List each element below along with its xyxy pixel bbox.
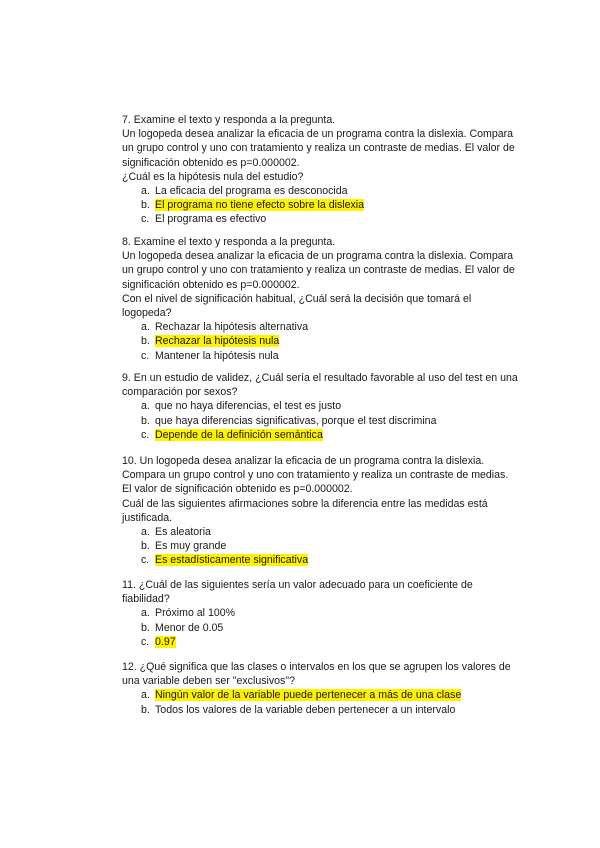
answer-option-b: b. que haya diferencias significativas, porque el test discrimina bbox=[141, 414, 437, 427]
question-8 bbox=[122, 235, 518, 363]
answer-option-a: a. Es aleatoria bbox=[141, 526, 211, 539]
question-7 bbox=[122, 113, 518, 227]
question-prompt: ¿Cuál es la hipótesis nula del estudio? bbox=[122, 170, 304, 183]
answer-text: Rechazar la hipótesis alternativa bbox=[155, 321, 309, 334]
answer-options bbox=[122, 399, 518, 442]
answer-option-b: b. El programa no tiene efecto sobre la dislexia bbox=[141, 199, 365, 212]
question-heading: 7. Examine el texto y responda a la pregunta. bbox=[122, 114, 336, 126]
answer-options bbox=[122, 525, 518, 568]
answer-text: que no haya diferencias, el test es justo bbox=[155, 400, 342, 413]
answer-option-b: b. Todos los valores de la variable deben pertenecer a un intervalo bbox=[141, 703, 456, 716]
answer-text: Mantener la hipótesis nula bbox=[155, 349, 279, 362]
answer-option-b: b. Rechazar la hipótesis nula bbox=[141, 335, 280, 348]
question-body: Un logopeda desea analizar la eficacia de un programa contra la dislexia. Compara un grupo control y uno con tratamiento y realiza un contraste de medias. El valor de significación obtenido es p=0.000002. bbox=[122, 128, 515, 169]
answer-option-c: c. Mantener la hipótesis nula bbox=[141, 349, 279, 362]
answer-text: Menor de 0.05 bbox=[155, 621, 224, 634]
answer-options bbox=[122, 688, 518, 716]
answer-text: Próximo al 100% bbox=[155, 607, 236, 620]
question-10 bbox=[122, 454, 518, 568]
highlighted-answer: Ningún valor de la variable puede pertenecer a más de una clase bbox=[155, 689, 462, 702]
answer-option-a: a. Próximo al 100% bbox=[141, 607, 236, 620]
highlighted-answer: Es estadísticamente significativa bbox=[155, 554, 309, 567]
highlighted-answer: Rechazar la hipótesis nula bbox=[155, 335, 280, 348]
answer-options bbox=[122, 606, 518, 649]
question-prompt: Con el nivel de significación habitual, ¿Cuál será la decisión que tomará el logopeda? bbox=[122, 292, 472, 320]
answer-options bbox=[122, 184, 518, 227]
question-heading: 12. ¿Qué significa que las clases o intervalos en los que se agrupen los valores de una variable deben ser "exclusivos"? bbox=[122, 661, 511, 688]
question-heading: 11. ¿Cuál de las siguientes sería un valor adecuado para un coeficiente de fiabilidad? bbox=[122, 579, 473, 606]
highlighted-answer: Depende de la definición semántica bbox=[155, 428, 323, 441]
answer-option-a: a. Ningún valor de la variable puede pertenecer a más de una clase bbox=[141, 689, 462, 702]
question-heading: 9. En un estudio de validez, ¿Cuál sería el resultado favorable al uso del test en una comparación por sexos? bbox=[122, 372, 518, 399]
question-heading: 8. Examine el texto y responda a la pregunta. bbox=[122, 236, 336, 248]
answer-option-c: c. El programa es efectivo bbox=[141, 213, 267, 226]
answer-option-a: a. La eficacia del programa es desconocida bbox=[141, 185, 348, 198]
question-9 bbox=[122, 371, 518, 442]
highlighted-answer: 0.97 bbox=[155, 635, 176, 648]
answer-option-a: a. que no haya diferencias, el test es justo bbox=[141, 400, 342, 413]
answer-text: Es aleatoria bbox=[155, 526, 211, 539]
answer-option-b: b. Menor de 0.05 bbox=[141, 621, 224, 634]
answer-option-c: c. 0.97 bbox=[141, 635, 176, 648]
answer-text: Es muy grande bbox=[155, 540, 227, 553]
question-12 bbox=[122, 660, 518, 717]
answer-option-b: b. Es muy grande bbox=[141, 540, 227, 553]
answer-option-c: c. Depende de la definición semántica bbox=[141, 428, 323, 441]
answer-text: La eficacia del programa es desconocida bbox=[155, 185, 348, 198]
answer-text: que haya diferencias significativas, porque el test discrimina bbox=[155, 414, 437, 427]
highlighted-answer: El programa no tiene efecto sobre la dislexia bbox=[155, 199, 365, 212]
answer-option-a: a. Rechazar la hipótesis alternativa bbox=[141, 321, 309, 334]
question-body: 10. Un logopeda desea analizar la eficacia de un programa contra la dislexia. Compara un grupo control y uno con tratamiento y realiza un contraste de medias. El valor de significación obtenido es p=0.000002. bbox=[122, 455, 509, 496]
answer-options bbox=[122, 320, 518, 363]
answer-text: El programa es efectivo bbox=[155, 213, 267, 226]
answer-text: Todos los valores de la variable deben pertenecer a un intervalo bbox=[155, 703, 456, 716]
answer-option-c: c. Es estadísticamente significativa bbox=[141, 554, 309, 567]
question-body: Un logopeda desea analizar la eficacia de un programa contra la dislexia. Compara un grupo control y uno con tratamiento y realiza un contraste de medias. El valor de significación obtenido es p=0.000002. bbox=[122, 250, 515, 291]
question-prompt: Cuál de las siguientes afirmaciones sobre la diferencia entre las medidas está justificada. bbox=[122, 497, 488, 524]
question-11 bbox=[122, 578, 518, 649]
